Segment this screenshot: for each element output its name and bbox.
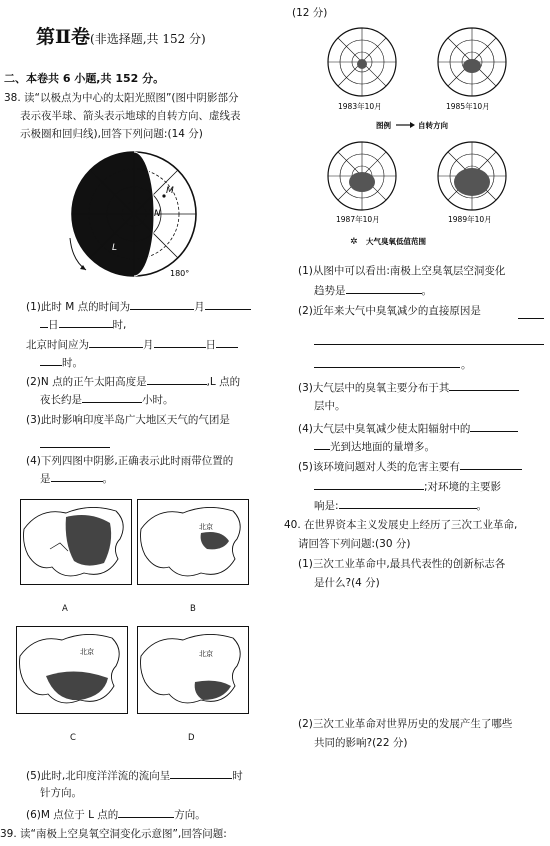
blank-n-altitude[interactable] (147, 374, 207, 385)
map-b-beijing: 北京 (199, 523, 213, 531)
s5a: (5)此时,北印度洋洋流的流向呈 (26, 770, 171, 782)
blank-env-impact[interactable] (339, 498, 477, 509)
blank-m-day-b[interactable] (40, 317, 48, 328)
point-m-label: M (166, 186, 174, 196)
q38-sub5-line2: 针方向。 (40, 787, 82, 799)
label-1989: 1989年10月 (448, 215, 492, 224)
q39-sub3-line1 (298, 380, 519, 395)
q38-sub2-line1 (26, 374, 240, 389)
q38-line-2: 表示夜半球、箭头表示地球的自转方向、虚线表 (20, 110, 241, 122)
q39-sub2-line1: (2)近年来大气中臭氧减少的直接原因是 (298, 305, 481, 317)
globe-1987 (328, 142, 396, 210)
blank-m-hour[interactable] (59, 317, 113, 328)
blank-l-night[interactable] (82, 392, 142, 403)
label-1987: 1987年10月 (336, 215, 380, 224)
section-title (36, 22, 206, 49)
q39s5a: (5)该环境问题对人类的危害主要有 (298, 461, 460, 473)
q39-sub1-line2 (314, 283, 432, 298)
s1d: 时, (112, 319, 127, 331)
q39s1c: 。 (421, 285, 432, 297)
s2a: (2)N 点的正午太阳高度是 (26, 376, 147, 388)
q38-sub1-line3 (26, 337, 238, 352)
s1a: (1)此时 M 点的时间为 (26, 301, 131, 313)
q39s4a: (4)大气层中臭氧减少使太阳辐射中的 (298, 423, 471, 435)
q38-sub1-line1 (26, 299, 251, 314)
map-a (20, 499, 132, 585)
q39s5d: 。 (476, 500, 488, 512)
ozone-legend-icon: ✲ (350, 237, 358, 247)
blank-bj-month[interactable] (89, 337, 143, 348)
globe-1985 (438, 28, 506, 96)
q40-line-1: 40. 在世界资本主义发展史上经历了三次工业革命, (284, 519, 518, 531)
part-heading: 二、本卷共 6 小题,共 152 分。 (4, 72, 165, 85)
map-c (16, 626, 128, 714)
q38-sub6-line1 (26, 807, 206, 822)
s4b: 是 (40, 473, 51, 485)
q38-sub1-line4 (40, 355, 83, 370)
s1f: 月 (143, 339, 154, 351)
q39-sub5-line3 (314, 498, 487, 513)
point-l-label: L (112, 243, 118, 253)
q39-sub5-line1 (298, 459, 522, 474)
q38-sub4-line1: (4)下列四图中阴影,正确表示此时雨带位置的 (26, 455, 234, 467)
ozone-globes-figure (310, 24, 530, 252)
q38-sub5-line1 (26, 768, 243, 783)
blank-radiation-b[interactable] (314, 439, 330, 450)
q39-sub5-line2 (314, 479, 501, 494)
legend-label: 图例 (376, 121, 391, 130)
q38-sub3-line1: (3)此时影响印度半岛广大地区天气的气团是 (26, 414, 230, 426)
s1h: 时。 (62, 357, 83, 369)
globe-1989 (438, 142, 506, 210)
blank-current-direction[interactable] (170, 768, 232, 779)
blank-bj-hour-a[interactable] (216, 337, 238, 348)
q39s4b: 光到达地面的量增多。 (330, 441, 435, 453)
point-n-label: N (154, 209, 161, 219)
q38-sub2-line2 (40, 392, 174, 407)
q39-score: (12 分) (292, 7, 328, 19)
q39-sub4-line1 (298, 421, 518, 436)
blank-ozone-trend[interactable] (346, 283, 422, 294)
blank-m-day-a[interactable] (205, 299, 251, 310)
q39-sub4-line2 (314, 439, 435, 454)
section-title-text: 第Ⅱ卷 (36, 26, 91, 48)
blank-ozone-cause-a[interactable] (518, 318, 544, 319)
s2d: 小时。 (142, 394, 174, 406)
blank-bj-day[interactable] (154, 337, 206, 348)
map-b-label: B (190, 604, 196, 614)
q39s5b: ;对环境的主要影 (424, 481, 502, 493)
q38-sub4-line2 (40, 471, 113, 486)
s6b: 方向。 (174, 809, 206, 821)
map-d-label: D (188, 733, 195, 743)
s4c: 。 (102, 473, 113, 485)
blank-rainbelt[interactable] (51, 471, 103, 482)
legend-rotation-text: 自转方向 (418, 121, 448, 130)
map-b (137, 499, 249, 585)
q40-sub2-line1: (2)三次工业革命对世界历史的发展产生了哪些 (298, 718, 513, 730)
s2b: ,L 点的 (206, 376, 241, 388)
map-c-beijing: 北京 (80, 648, 94, 656)
q39s1b: 趋势是 (314, 285, 346, 297)
blank-radiation-a[interactable] (470, 421, 518, 432)
q39-sub3-line2: 层中。 (314, 400, 346, 412)
ozone-legend-text: 大气臭氧低值范围 (366, 237, 426, 246)
blank-m-month[interactable] (130, 299, 194, 310)
q39-sub2-end: 。 (461, 359, 472, 371)
q40-line-2: 请回答下列问题:(30 分) (298, 538, 411, 550)
blank-harm-b[interactable] (314, 479, 424, 490)
blank-harm-a[interactable] (460, 459, 522, 470)
s1b: 月 (194, 301, 205, 313)
map-d (137, 626, 249, 714)
q40-sub2-line2: 共同的影响?(22 分) (314, 737, 408, 749)
blank-m-direction[interactable] (118, 807, 174, 818)
s5b: 时 (232, 770, 243, 782)
q39s5c: 响是: (314, 500, 339, 512)
s2c: 夜长约是 (40, 394, 82, 406)
s1g: 日 (205, 339, 216, 351)
q38-line-3: 示极圈和回归线),回答下列问题:(14 分) (20, 128, 203, 140)
q38-line-1: 38. 读“以极点为中心的太阳光照图”(图中阴影部分 (4, 92, 239, 104)
blank-airmass[interactable] (40, 447, 110, 448)
q38-sub1-line2 (40, 317, 126, 332)
s6a: (6)M 点位于 L 点的 (26, 809, 119, 821)
map-d-beijing: 北京 (199, 650, 213, 658)
blank-ozone-cause-b[interactable] (314, 344, 544, 345)
map-a-label: A (62, 604, 68, 614)
blank-ozone-layer[interactable] (449, 380, 519, 391)
map-c-label: C (70, 733, 76, 743)
label-1983: 1983年10月 (338, 102, 382, 111)
blank-bj-hour-b[interactable] (40, 355, 62, 366)
q39s3a: (3)大气层中的臭氧主要分布于其 (298, 382, 450, 394)
q40-sub1-line2: 是什么?(4 分) (314, 577, 380, 589)
q39-heading: 39. 读“南极上空臭氧空洞变化示意图”,回答问题: (0, 828, 227, 840)
s1c: 日 (48, 319, 59, 331)
degree-label: 180° (170, 269, 190, 278)
globe-1983 (328, 28, 396, 96)
q40-sub1-line1: (1)三次工业革命中,最具代表性的创新标志各 (298, 558, 506, 570)
polar-illumination-figure (50, 150, 220, 285)
section-subtitle: (非选择题,共 152 分) (90, 32, 206, 46)
label-1985: 1985年10月 (446, 102, 490, 111)
blank-ozone-cause-c[interactable] (314, 367, 460, 368)
s1e: 北京时间应为 (26, 339, 89, 351)
q39-sub1-line1: (1)从图中可以看出:南极上空臭氧层空洞变化 (298, 265, 506, 277)
